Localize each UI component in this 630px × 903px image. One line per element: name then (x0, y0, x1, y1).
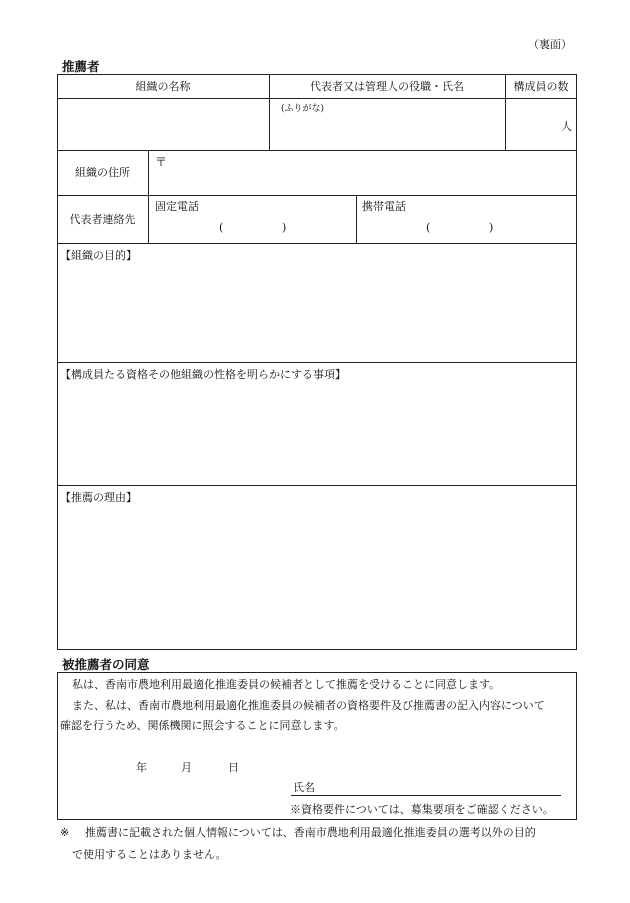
table-rule (148, 150, 149, 243)
consent-box (57, 672, 577, 820)
landline-label: 固定電話 (155, 200, 199, 213)
date-day-label: 日 (228, 761, 239, 774)
table-rule (57, 362, 577, 363)
signature-name-label: 氏名 (293, 781, 315, 794)
date-month-label: 月 (181, 761, 192, 774)
table-rule (57, 243, 577, 244)
reason-heading: 【推薦の理由】 (60, 491, 137, 504)
mobile-label: 携帯電話 (362, 200, 406, 213)
landline-paren-close: ) (282, 221, 287, 234)
postal-mark: 〒 (155, 155, 168, 169)
members-unit: 人 (561, 120, 572, 133)
members-header: 構成員の数 (513, 80, 569, 93)
table-rule (356, 195, 357, 243)
purpose-field[interactable] (58, 264, 576, 361)
date-field[interactable] (100, 757, 240, 777)
furigana-label: (ふりがな) (281, 104, 325, 114)
nature-heading: 【構成員たる資格その他組織の性格を明らかにする事項】 (60, 368, 346, 381)
footer-line-2: で使用することはありません。 (72, 848, 227, 861)
reverse-side-label: （裏面） (528, 38, 572, 51)
mobile-paren-open: ( (426, 221, 431, 234)
mobile-paren-close: ) (489, 221, 494, 234)
address-field[interactable] (170, 152, 575, 194)
mobile-field[interactable] (358, 214, 575, 242)
footer-mark: ※ (60, 826, 70, 839)
table-rule (57, 195, 577, 196)
representative-header: 代表者又は管理人の役職・氏名 (310, 80, 464, 93)
recommender-section-title: 推薦者 (62, 59, 100, 74)
contact-label: 代表者連絡先 (69, 213, 136, 226)
consent-line-3: 確認を行うため、関係機関に照会することに同意します。 (60, 719, 345, 732)
landline-field[interactable] (150, 214, 354, 242)
reason-field[interactable] (58, 506, 576, 649)
org-name-field[interactable] (58, 99, 268, 149)
date-year-label: 年 (136, 761, 147, 774)
table-rule (57, 150, 577, 151)
footer-line-1: 推薦書に記載された個人情報については、香南市農地利用最適化推進委員の選考以外の目的 (85, 826, 536, 839)
landline-paren-open: ( (219, 221, 224, 234)
address-label: 組織の住所 (75, 166, 130, 179)
table-rule (57, 485, 577, 486)
consent-line-2: また、私は、香南市農地利用最適化推進委員の候補者の資格要件及び推薦書の記入内容について (72, 699, 545, 712)
representative-field[interactable] (270, 115, 504, 149)
consent-line-1: 私は、香南市農地利用最適化推進委員の候補者として推薦を受けることに同意します。 (72, 678, 501, 691)
org-name-header: 組織の名称 (135, 80, 191, 93)
purpose-heading: 【組織の目的】 (60, 249, 137, 262)
signature-field[interactable] (318, 778, 561, 795)
consent-section-title: 被推薦者の同意 (62, 657, 150, 672)
consent-note: ※資格要件については、募集要項をご確認ください。 (290, 803, 554, 816)
signature-underline (291, 795, 561, 796)
nature-field[interactable] (58, 383, 576, 484)
